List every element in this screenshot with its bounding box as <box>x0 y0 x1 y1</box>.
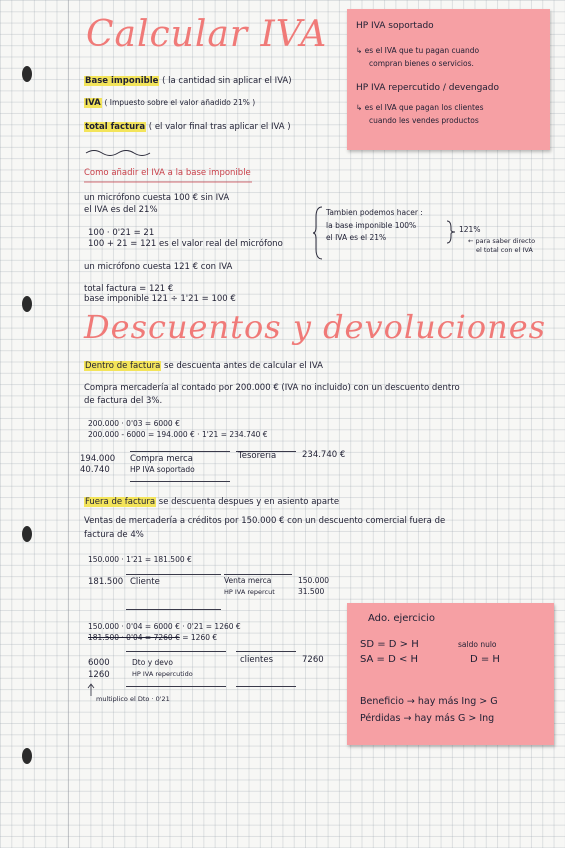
section-heading-fuera: Fuera de factura se descuenta despues y en asiento aparte <box>85 497 340 507</box>
note-line: SD = D > H <box>360 639 419 650</box>
note-line: ↳ es el IVA que pagan los clientes <box>356 103 484 112</box>
calc-line: 200.000 · 0'03 = 6000 € <box>88 419 180 428</box>
note-line: HP IVA repercutido / devengado <box>356 83 500 93</box>
arrow-up-icon <box>86 683 96 697</box>
text-line: Compra mercadería al contado por 200.000 € (IVA no incluido) con un descuento dentro <box>84 383 460 393</box>
journal-amount: 150.000 <box>298 576 330 585</box>
right-brace <box>446 220 456 244</box>
journal-amount: 181.500 <box>88 577 124 587</box>
journal-amount: 194.000 <box>80 454 116 464</box>
text-line: factura de 4% <box>84 530 144 540</box>
title-descuentos-devoluciones: Descuentos y devoluciones <box>84 308 547 346</box>
journal-line <box>130 451 230 452</box>
text-line: total factura = 121 € <box>84 284 174 294</box>
note-line: compran bienes o servicios. <box>369 59 474 68</box>
calc-line: 150.000 · 1'21 = 181.500 € <box>88 555 192 564</box>
journal-line <box>126 651 226 652</box>
journal-amount: 1260 <box>88 670 110 680</box>
note-title: Ado. ejercicio <box>368 613 435 624</box>
note-line: Pérdidas → hay más G > Ing <box>360 713 495 724</box>
journal-amount: 31.500 <box>298 587 325 596</box>
brace-result: 121% <box>459 225 481 234</box>
side-text: la base imponible 100% <box>326 221 417 230</box>
left-brace <box>312 205 324 261</box>
calc-line: 100 · 0'21 = 21 <box>88 228 155 238</box>
side-note: ← para saber directo <box>468 237 536 245</box>
text-line: el IVA es del 21% <box>84 205 158 215</box>
journal-line <box>126 686 226 687</box>
journal-line <box>224 574 292 575</box>
note-line: HP IVA soportado <box>356 21 434 31</box>
journal-amount: 7260 <box>302 655 324 665</box>
calc-line-corrected: 181.500 · 0'04 = 7260 € = 1260 € <box>88 633 218 642</box>
note-line: cuando les vendes productos <box>369 116 479 125</box>
calc-line: 200.000 - 6000 = 194.000 € · 1'21 = 234.740 € <box>88 430 268 439</box>
side-note: el total con el IVA <box>476 246 533 254</box>
definition-iva: IVA ( Impuesto sobre el valor añadido 21% ) <box>85 98 256 108</box>
journal-account: HP IVA soportado <box>130 465 195 474</box>
binder-hole <box>22 748 32 764</box>
journal-account: Tesoreria <box>238 451 277 461</box>
journal-account: HP IVA repercut <box>224 588 275 596</box>
note-line: saldo nulo <box>458 640 497 649</box>
text-line: de factura del 3%. <box>84 396 163 406</box>
journal-account: Cliente <box>130 577 160 587</box>
binder-hole <box>22 526 32 542</box>
text-line: base imponible 121 ÷ 1'21 = 100 € <box>84 294 236 304</box>
heading-underline <box>84 180 254 184</box>
journal-line <box>236 651 296 652</box>
footnote: multiplico el Dto · 0'21 <box>96 695 170 703</box>
definition-base-imponible: Base imponible ( la cantidad sin aplicar el IVA) <box>85 76 292 86</box>
section-heading-anadir-iva: Como añadir el IVA a la base imponible <box>84 168 251 178</box>
journal-amount: 40.740 <box>80 465 110 475</box>
journal-line <box>126 574 221 575</box>
text-line: un micrófono cuesta 100 € sin IVA <box>84 193 230 203</box>
binder-hole <box>22 296 32 312</box>
note-line: Beneficio → hay más Ing > G <box>360 696 498 707</box>
title-calcular-iva: Calcular IVA <box>86 14 328 55</box>
journal-line <box>130 481 230 482</box>
side-text: el IVA es el 21% <box>326 233 387 242</box>
text-line: un micrófono cuesta 121 € con IVA <box>84 262 233 272</box>
note-line: D = H <box>470 654 500 665</box>
journal-account: Dto y devo <box>132 658 173 667</box>
calc-line: 150.000 · 0'04 = 6000 € · 0'21 = 1260 € <box>88 622 241 631</box>
wavy-divider <box>84 148 154 158</box>
text-line: Ventas de mercadería a créditos por 150.000 € con un descuento comercial fuera de <box>84 516 446 526</box>
section-heading-dentro: Dentro de factura se descuenta antes de calcular el IVA <box>85 361 323 371</box>
binder-hole <box>22 66 32 82</box>
journal-account: clientes <box>240 655 274 665</box>
journal-account: Compra merca <box>130 454 193 464</box>
calc-line: 100 + 21 = 121 es el valor real del micrófono <box>88 239 283 249</box>
journal-line <box>236 686 296 687</box>
side-text: Tambien podemos hacer : <box>326 208 423 217</box>
journal-amount: 6000 <box>88 658 110 668</box>
journal-amount: 234.740 € <box>302 450 346 460</box>
journal-line <box>126 609 221 610</box>
definition-total-factura: total factura ( el valor final tras aplicar el IVA ) <box>85 122 291 132</box>
margin-line <box>68 0 69 848</box>
journal-account: HP IVA repercutido <box>132 670 193 678</box>
note-line: ↳ es el IVA que tu pagan cuando <box>356 46 480 55</box>
note-line: SA = D < H <box>360 654 419 665</box>
journal-account: Venta merca <box>224 576 272 585</box>
